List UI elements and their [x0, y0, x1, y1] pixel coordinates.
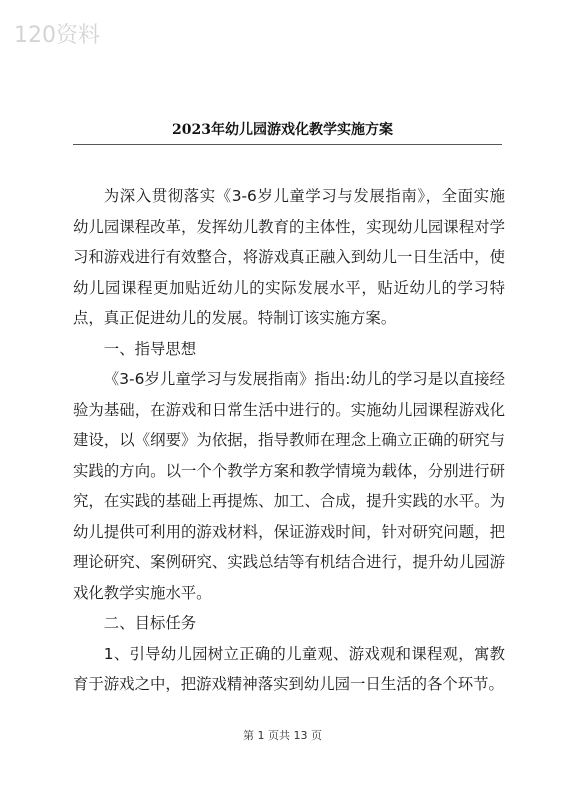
- intro-paragraph: 为深入贯彻落实《3-6岁儿童学习与发展指南》，全面实施幼儿园课程改革，发挥幼儿教育的主体性，实现幼儿园课程对学习和游戏进行有效整合，将游戏真正融入到幼儿一日生活中，使幼儿园课程更加贴近幼儿的实际发展水平，贴近幼儿的学习特点，真正促进幼儿的发展。特制订该实施方案。: [73, 187, 505, 327]
- page-number: 第 1 页共 13 页: [243, 729, 322, 742]
- page-footer: [0, 727, 565, 743]
- section-heading-goals: 二、目标任务: [103, 614, 197, 632]
- guiding-ideology-paragraph: 《3-6岁儿童学习与发展指南》指出:幼儿的学习是以直接经验为基础，在游戏和日常生活中进行的。实施幼儿园课程游戏化建设，以《纲要》为依据，指导教师在理念上确立正确的研究与实践的方向。以一个个教学方案和教学情境为载体，分别进行研究，在实践的基础上再提炼、加工、合成，提升实践的水平。为幼儿提供可利用的游戏材料，保证游戏时间，针对研究问题，把理论研究、案例研究、实践总结等有机结合进行，提升幼儿园游戏化教学实施水平。: [73, 370, 505, 602]
- watermark: 120资料: [14, 23, 100, 48]
- section-heading-guiding-ideology: 一、指导思想: [103, 339, 197, 358]
- document-title: 2023年幼儿园游戏化教学实施方案: [172, 122, 393, 138]
- goals-item-1: 1、引导幼儿园树立正确的儿童观、游戏观和课程观，寓教育于游戏之中，把游戏精神落实到幼儿园一日生活的各个环节。: [73, 644, 505, 693]
- title-divider: [73, 144, 502, 145]
- document-body: [73, 181, 505, 700]
